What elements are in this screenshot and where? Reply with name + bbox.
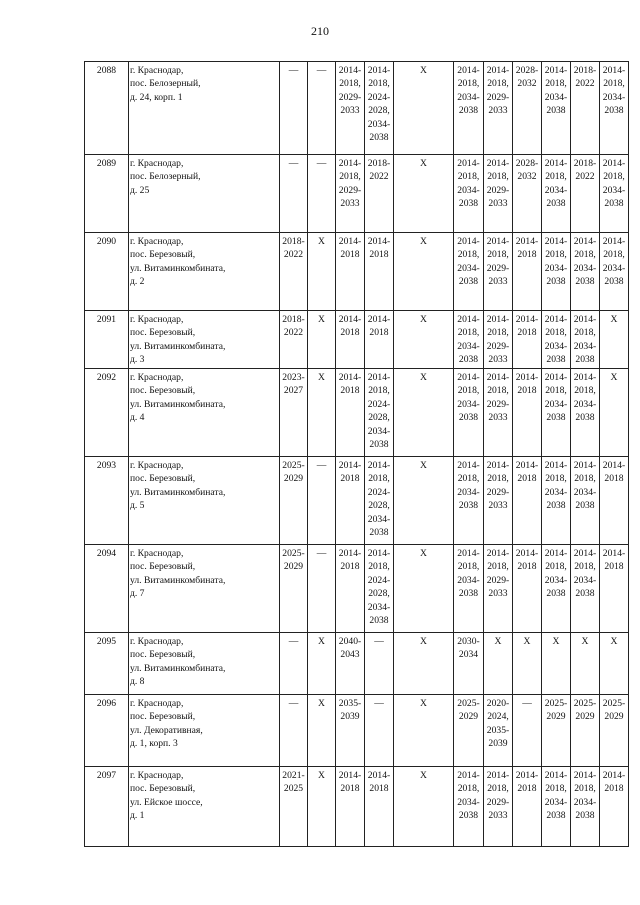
capital-repair-schedule-table bbox=[84, 61, 629, 847]
schedule-cell: 2025- 2029 bbox=[571, 695, 600, 767]
schedule-cell: 2014- 2018, 2034- 2038 bbox=[542, 155, 571, 233]
schedule-cell: X bbox=[394, 545, 454, 633]
schedule-cell: 2021- 2025 bbox=[280, 767, 308, 847]
schedule-cell: 2014- 2018, 2024- 2028, 2034- 2038 bbox=[365, 62, 394, 155]
table-row bbox=[85, 545, 629, 633]
schedule-cell: 2018- 2022 bbox=[571, 155, 600, 233]
address-cell: г. Краснодар, пос. Березовый, ул. Витаминкомбината, д. 4 bbox=[129, 369, 280, 457]
schedule-cell: 2025- 2029 bbox=[280, 545, 308, 633]
schedule-cell: 2014- 2018, 2029- 2033 bbox=[484, 311, 513, 369]
schedule-cell: X bbox=[394, 695, 454, 767]
table-row bbox=[85, 695, 629, 767]
schedule-cell: 2014- 2018, 2029- 2033 bbox=[336, 62, 365, 155]
schedule-cell: X bbox=[600, 633, 629, 695]
schedule-cell: — bbox=[365, 695, 394, 767]
schedule-cell: X bbox=[394, 633, 454, 695]
schedule-cell: 2014- 2018, 2034- 2038 bbox=[454, 545, 484, 633]
schedule-cell: 2014- 2018 bbox=[600, 545, 629, 633]
schedule-cell: X bbox=[394, 369, 454, 457]
schedule-cell: 2040- 2043 bbox=[336, 633, 365, 695]
schedule-cell: 2018- 2022 bbox=[571, 62, 600, 155]
table-row bbox=[85, 369, 629, 457]
schedule-cell: 2014- 2018 bbox=[365, 311, 394, 369]
schedule-cell: X bbox=[394, 62, 454, 155]
table-row bbox=[85, 633, 629, 695]
schedule-cell: — bbox=[280, 155, 308, 233]
schedule-cell: 2018- 2022 bbox=[280, 311, 308, 369]
schedule-cell: 2014- 2018, 2024- 2028, 2034- 2038 bbox=[365, 457, 394, 545]
row-number: 2089 bbox=[85, 155, 129, 233]
schedule-cell: 2014- 2018, 2029- 2033 bbox=[484, 457, 513, 545]
schedule-cell: 2014- 2018, 2024- 2028, 2034- 2038 bbox=[365, 369, 394, 457]
row-number: 2094 bbox=[85, 545, 129, 633]
schedule-cell: 2014- 2018 bbox=[600, 457, 629, 545]
address-cell: г. Краснодар, пос. Березовый, ул. Ейское шоссе, д. 1 bbox=[129, 767, 280, 847]
schedule-cell: 2014- 2018, 2034- 2038 bbox=[600, 155, 629, 233]
schedule-cell: — bbox=[280, 695, 308, 767]
schedule-cell: 2030- 2034 bbox=[454, 633, 484, 695]
row-number: 2096 bbox=[85, 695, 129, 767]
schedule-cell: 2014- 2018, 2034- 2038 bbox=[571, 457, 600, 545]
schedule-cell: 2025- 2029 bbox=[280, 457, 308, 545]
schedule-cell: 2014- 2018, 2034- 2038 bbox=[542, 457, 571, 545]
table-row bbox=[85, 155, 629, 233]
schedule-cell: 2014- 2018 bbox=[513, 369, 542, 457]
row-number: 2090 bbox=[85, 233, 129, 311]
schedule-cell: 2025- 2029 bbox=[600, 695, 629, 767]
schedule-cell: 2014- 2018, 2029- 2033 bbox=[484, 545, 513, 633]
table-row bbox=[85, 767, 629, 847]
schedule-cell: 2014- 2018 bbox=[365, 233, 394, 311]
row-number: 2091 bbox=[85, 311, 129, 369]
schedule-cell: 2014- 2018 bbox=[336, 369, 365, 457]
schedule-cell: X bbox=[308, 767, 336, 847]
schedule-cell: 2014- 2018, 2034- 2038 bbox=[542, 369, 571, 457]
schedule-cell: X bbox=[513, 633, 542, 695]
schedule-cell: 2018- 2022 bbox=[365, 155, 394, 233]
schedule-cell: 2014- 2018, 2024- 2028, 2034- 2038 bbox=[365, 545, 394, 633]
address-cell: г. Краснодар, пос. Березовый, ул. Витаминкомбината, д. 7 bbox=[129, 545, 280, 633]
row-number: 2093 bbox=[85, 457, 129, 545]
schedule-cell: 2014- 2018, 2034- 2038 bbox=[542, 233, 571, 311]
schedule-cell: 2035- 2039 bbox=[336, 695, 365, 767]
schedule-cell: X bbox=[394, 311, 454, 369]
schedule-cell: 2014- 2018, 2034- 2038 bbox=[542, 545, 571, 633]
schedule-cell: 2014- 2018 bbox=[513, 545, 542, 633]
schedule-cell: 2014- 2018 bbox=[513, 457, 542, 545]
schedule-cell: 2020- 2024, 2035- 2039 bbox=[484, 695, 513, 767]
schedule-cell: 2014- 2018, 2034- 2038 bbox=[571, 767, 600, 847]
schedule-cell: 2014- 2018 bbox=[336, 311, 365, 369]
schedule-cell: 2014- 2018 bbox=[365, 767, 394, 847]
address-cell: г. Краснодар, пос. Березовый, ул. Витаминкомбината, д. 8 bbox=[129, 633, 280, 695]
schedule-cell: 2014- 2018, 2029- 2033 bbox=[484, 233, 513, 311]
table-row bbox=[85, 233, 629, 311]
table-row bbox=[85, 457, 629, 545]
schedule-cell: X bbox=[394, 767, 454, 847]
address-cell: г. Краснодар, пос. Березовый, ул. Витаминкомбината, д. 5 bbox=[129, 457, 280, 545]
schedule-cell: 2014- 2018 bbox=[513, 233, 542, 311]
schedule-cell: X bbox=[600, 311, 629, 369]
address-cell: г. Краснодар, пос. Белозерный, д. 25 bbox=[129, 155, 280, 233]
schedule-cell: X bbox=[308, 695, 336, 767]
schedule-cell: 2014- 2018, 2034- 2038 bbox=[454, 155, 484, 233]
schedule-cell: 2014- 2018, 2029- 2033 bbox=[484, 369, 513, 457]
schedule-cell: 2014- 2018, 2034- 2038 bbox=[454, 767, 484, 847]
row-number: 2088 bbox=[85, 62, 129, 155]
schedule-cell: 2014- 2018, 2034- 2038 bbox=[542, 311, 571, 369]
schedule-cell: 2025- 2029 bbox=[542, 695, 571, 767]
table-row bbox=[85, 62, 629, 155]
schedule-cell: 2023- 2027 bbox=[280, 369, 308, 457]
schedule-cell: 2014- 2018, 2029- 2033 bbox=[484, 62, 513, 155]
schedule-cell: 2014- 2018, 2034- 2038 bbox=[454, 457, 484, 545]
schedule-cell: 2014- 2018, 2034- 2038 bbox=[454, 233, 484, 311]
schedule-cell: 2028- 2032 bbox=[513, 62, 542, 155]
schedule-cell: — bbox=[280, 633, 308, 695]
schedule-cell: 2014- 2018, 2034- 2038 bbox=[542, 62, 571, 155]
schedule-cell: — bbox=[513, 695, 542, 767]
schedule-cell: — bbox=[308, 545, 336, 633]
schedule-cell: — bbox=[365, 633, 394, 695]
schedule-cell: 2014- 2018, 2034- 2038 bbox=[454, 311, 484, 369]
page-number: 210 bbox=[311, 24, 329, 38]
address-cell: г. Краснодар, пос. Березовый, ул. Декоративная, д. 1, корп. 3 bbox=[129, 695, 280, 767]
schedule-cell: 2014- 2018, 2034- 2038 bbox=[600, 62, 629, 155]
table-row bbox=[85, 311, 629, 369]
schedule-cell: 2014- 2018, 2034- 2038 bbox=[571, 369, 600, 457]
schedule-cell: 2014- 2018, 2034- 2038 bbox=[600, 233, 629, 311]
row-number: 2092 bbox=[85, 369, 129, 457]
schedule-cell: 2025- 2029 bbox=[454, 695, 484, 767]
schedule-cell: X bbox=[600, 369, 629, 457]
schedule-cell: 2014- 2018 bbox=[336, 233, 365, 311]
schedule-cell: 2014- 2018 bbox=[336, 545, 365, 633]
address-cell: г. Краснодар, пос. Белозерный, д. 24, корп. 1 bbox=[129, 62, 280, 155]
schedule-cell: 2014- 2018, 2029- 2033 bbox=[484, 155, 513, 233]
schedule-cell: 2014- 2018, 2034- 2038 bbox=[571, 311, 600, 369]
schedule-cell: X bbox=[308, 233, 336, 311]
schedule-cell: — bbox=[280, 62, 308, 155]
schedule-cell: 2014- 2018, 2029- 2033 bbox=[484, 767, 513, 847]
address-cell: г. Краснодар, пос. Березовый, ул. Витаминкомбината, д. 2 bbox=[129, 233, 280, 311]
schedule-cell: 2014- 2018, 2034- 2038 bbox=[571, 233, 600, 311]
schedule-cell: 2018- 2022 bbox=[280, 233, 308, 311]
row-number: 2095 bbox=[85, 633, 129, 695]
schedule-cell: — bbox=[308, 155, 336, 233]
schedule-cell: X bbox=[484, 633, 513, 695]
address-cell: г. Краснодар, пос. Березовый, ул. Витаминкомбината, д. 3 bbox=[129, 311, 280, 369]
schedule-cell: X bbox=[542, 633, 571, 695]
schedule-cell: 2014- 2018 bbox=[513, 767, 542, 847]
schedule-cell: X bbox=[571, 633, 600, 695]
schedule-cell: 2014- 2018, 2034- 2038 bbox=[571, 545, 600, 633]
schedule-cell: — bbox=[308, 457, 336, 545]
row-number: 2097 bbox=[85, 767, 129, 847]
schedule-cell: 2014- 2018, 2034- 2038 bbox=[542, 767, 571, 847]
schedule-cell: 2014- 2018 bbox=[336, 457, 365, 545]
schedule-cell: 2014- 2018 bbox=[336, 767, 365, 847]
schedule-cell: 2014- 2018, 2029- 2033 bbox=[336, 155, 365, 233]
schedule-cell: 2014- 2018, 2034- 2038 bbox=[454, 62, 484, 155]
schedule-cell: 2014- 2018 bbox=[513, 311, 542, 369]
schedule-cell: X bbox=[308, 311, 336, 369]
schedule-cell: — bbox=[308, 62, 336, 155]
schedule-cell: X bbox=[308, 633, 336, 695]
schedule-cell: 2014- 2018 bbox=[600, 767, 629, 847]
schedule-cell: X bbox=[394, 155, 454, 233]
schedule-cell: X bbox=[394, 233, 454, 311]
schedule-cell: 2028- 2032 bbox=[513, 155, 542, 233]
schedule-cell: 2014- 2018, 2034- 2038 bbox=[454, 369, 484, 457]
schedule-cell: X bbox=[394, 457, 454, 545]
schedule-cell: X bbox=[308, 369, 336, 457]
